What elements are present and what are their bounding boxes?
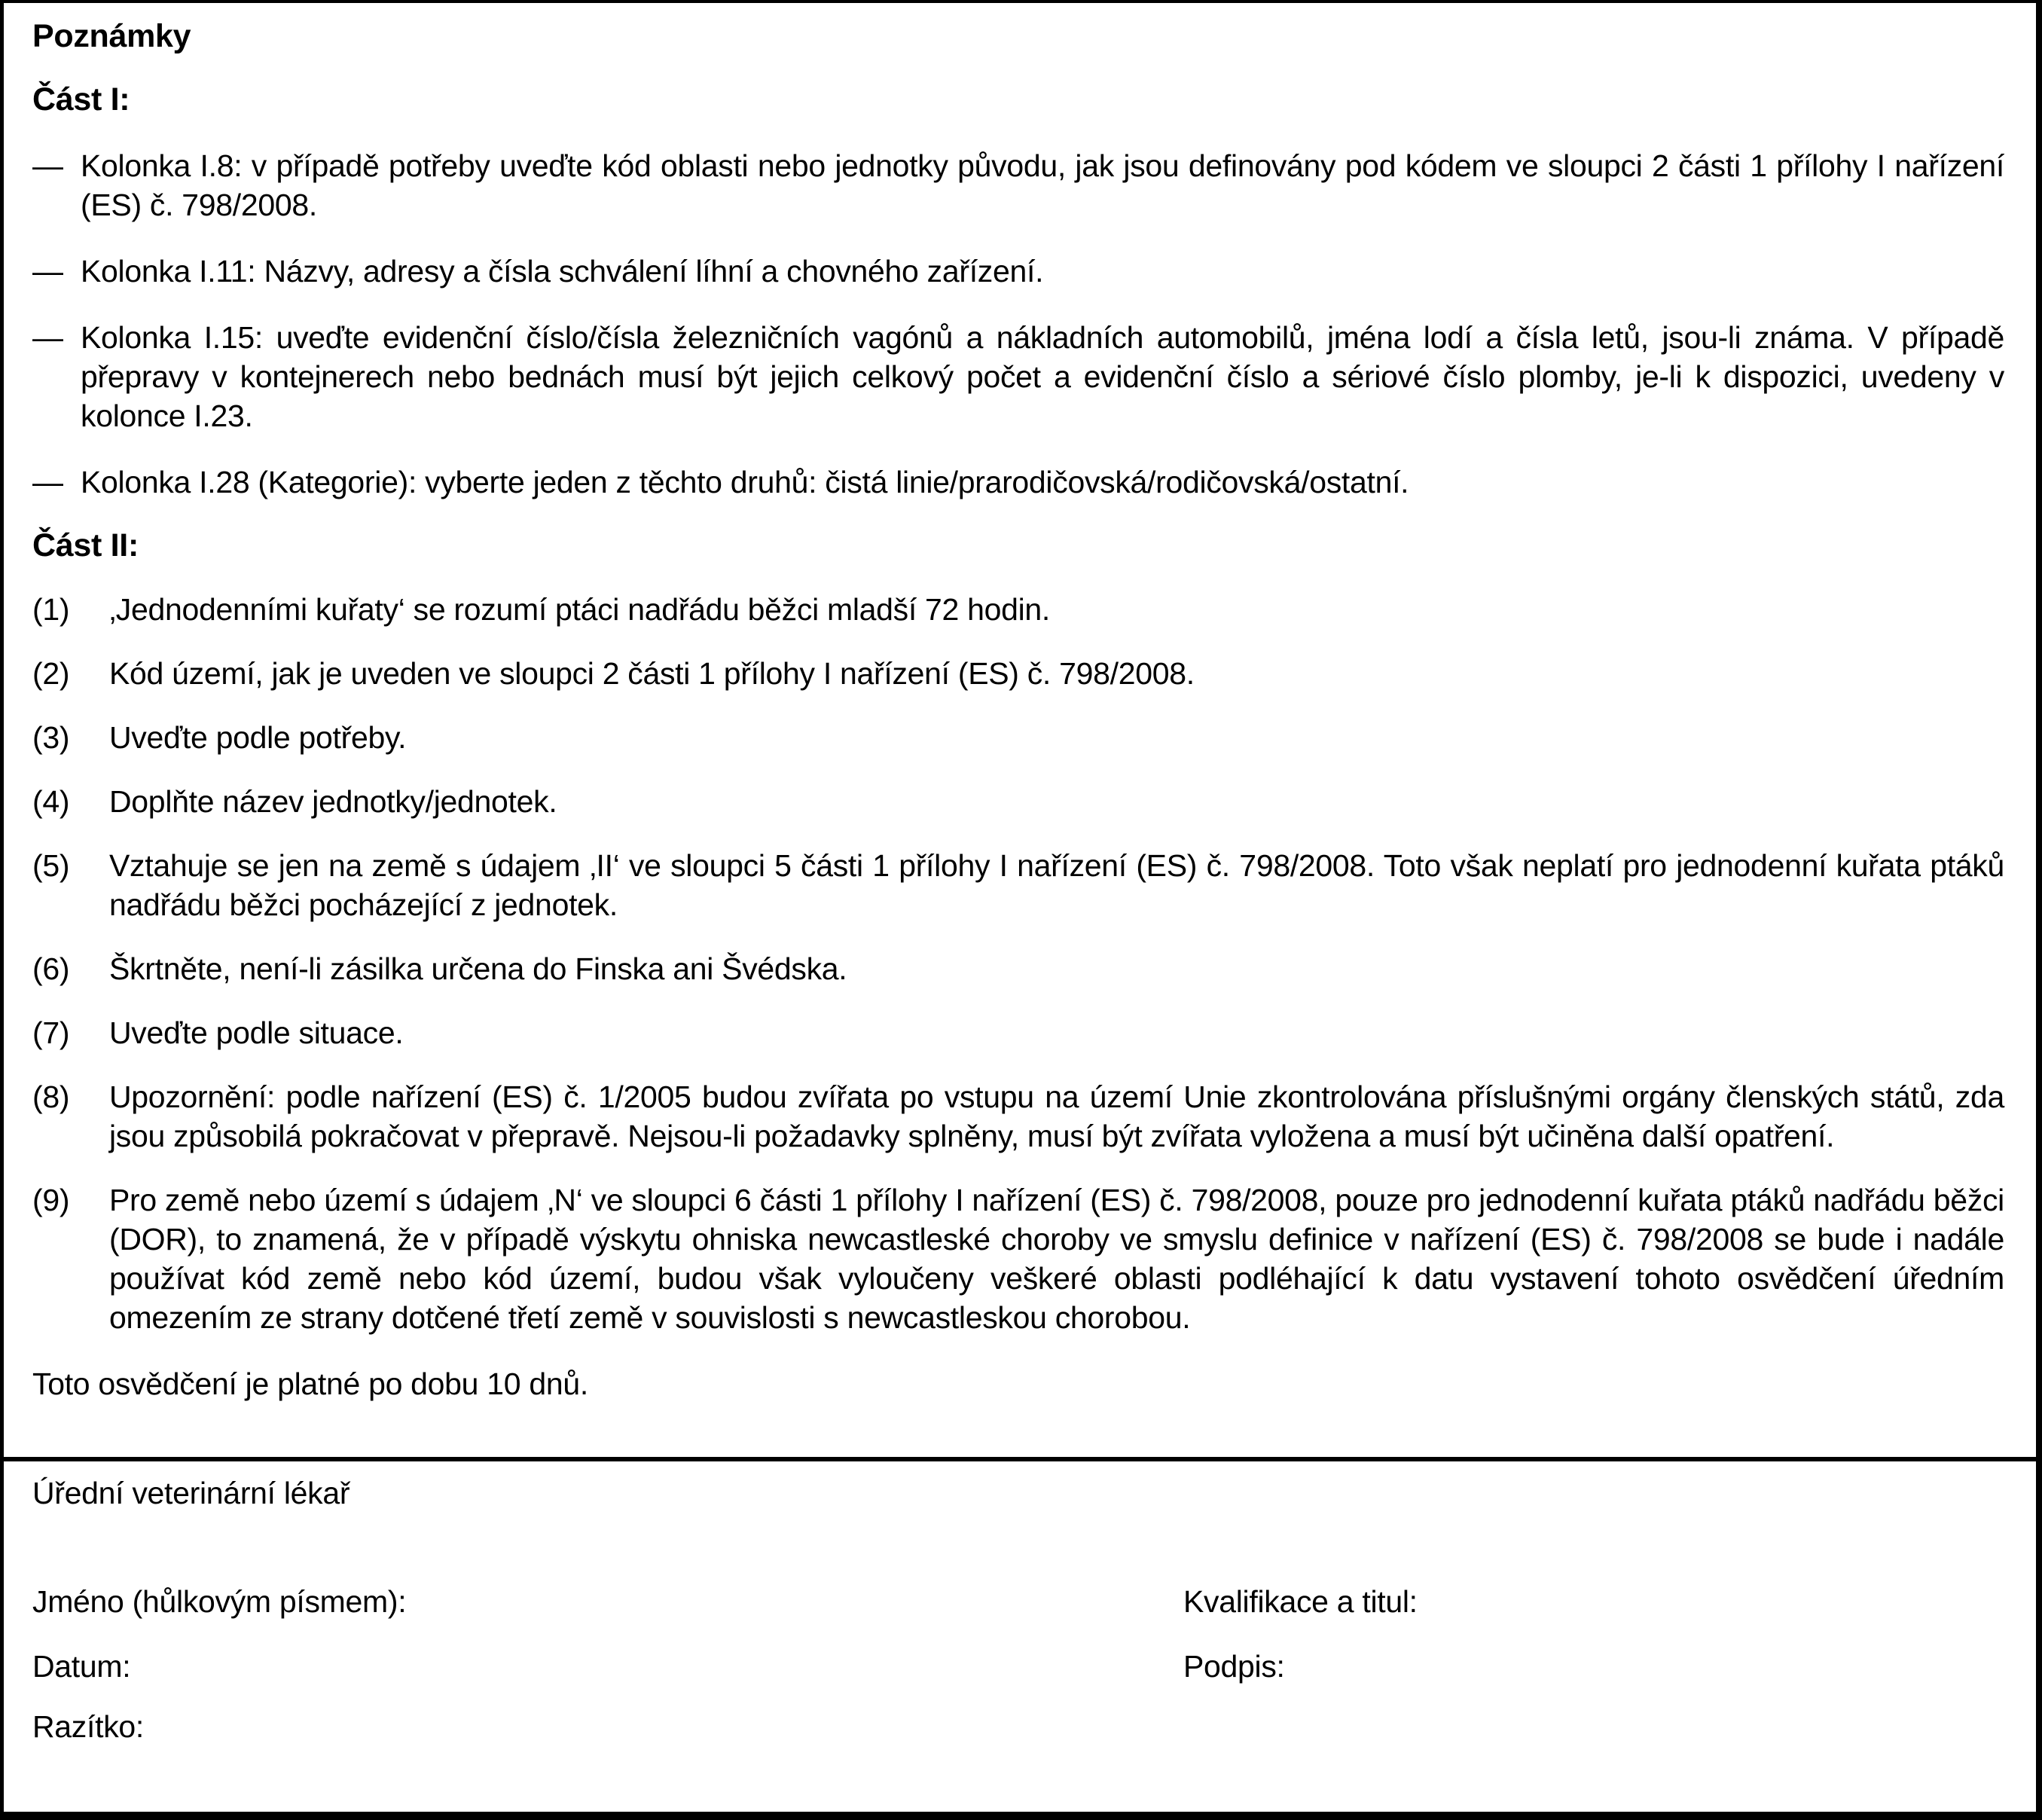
item-number: (4) (32, 784, 70, 819)
part2-item (32, 782, 2004, 821)
part1-item-text: Kolonka I.15: uveďte evidenční číslo/čísla železničních vagónů a nákladních automobilů, jména lodí a čísla letů, jsou-li známa. V případě přepravy v kontejnerech nebo bednách musí být jejich celkový počet a evidenční číslo a sériové číslo plomby, je-li k dispozici, uvedeny v kolonce I.23. (81, 320, 2004, 433)
part2-item (32, 1180, 2004, 1337)
part1-item (32, 318, 2004, 435)
item-number: (3) (32, 720, 70, 755)
signature-label: Podpis: (1183, 1649, 1285, 1684)
dash-bullet: — (32, 148, 63, 183)
part2-item (32, 654, 2004, 693)
part1-item-text: Kolonka I.11: Názvy, adresy a čísla schválení líhní a chovného zařízení. (81, 254, 1044, 289)
dash-bullet: — (32, 320, 63, 355)
dash-bullet: — (32, 254, 63, 289)
part1-item-text: Kolonka I.8: v případě potřeby uveďte kód oblasti nebo jednotky původu, jak jsou definovány pod kódem ve sloupci 2 části 1 přílohy I nařízení (ES) č. 798/2008. (81, 148, 2004, 222)
notes-title: Poznámky (32, 18, 191, 54)
part1-item (32, 252, 2004, 291)
part1-item-text: Kolonka I.28 (Kategorie): vyberte jeden z těchto druhů: čistá linie/prarodičovská/rodičovská/ostatní. (81, 465, 1409, 499)
officer-section (4, 1457, 2036, 1746)
part2-item-text: Uveďte podle potřeby. (109, 720, 407, 755)
item-number: (8) (32, 1079, 70, 1114)
qualification-label: Kvalifikace a titul: (1183, 1584, 1418, 1619)
part2-item-text: Vztahuje se jen na země s údajem ‚II‘ ve sloupci 5 části 1 přílohy I nařízení (ES) č. 798/2008. Toto však neplatí pro jednodenní kuřata ptáků nadřádu běžci pocházející z jednotek. (109, 848, 2004, 922)
part2-item (32, 949, 2004, 988)
validity-note: Toto osvědčení je platné po dobu 10 dnů. (32, 1367, 588, 1401)
item-number: (5) (32, 848, 70, 883)
officer-heading: Úřední veterinární lékař (32, 1476, 350, 1510)
part1-heading: Část I: (32, 81, 130, 118)
section-divider (4, 1457, 2036, 1461)
part2-item (32, 718, 2004, 757)
part2-heading: Část II: (32, 527, 139, 563)
part2-item-text: Kód území, jak je uveden ve sloupci 2 části 1 přílohy I nařízení (ES) č. 798/2008. (109, 656, 1195, 691)
part2-item-text: Upozornění: podle nařízení (ES) č. 1/2005 budou zvířata po vstupu na území Unie zkontrolována příslušnými orgány členských států, zda jsou způsobilá pokračovat v přepravě. Nejsou-li požadavky splněny, musí být zvířata vyložena a musí být učiněna další opatření. (109, 1079, 2004, 1153)
item-number: (1) (32, 592, 70, 627)
part2-item (32, 1077, 2004, 1156)
part1-item (32, 146, 2004, 224)
item-number: (2) (32, 656, 70, 691)
part2-item-text: Škrtněte, není-li zásilka určena do Finska ani Švédska. (109, 951, 847, 986)
part2-item-text: Doplňte název jednotky/jednotek. (109, 784, 557, 819)
part1-item (32, 463, 2004, 502)
name-label: Jméno (hůlkovým písmem): (32, 1584, 407, 1619)
empty-cell (1183, 1707, 2004, 1746)
part2-item-text: ‚Jednodenními kuřaty‘ se rozumí ptáci nadřádu běžci mladší 72 hodin. (109, 592, 1051, 627)
item-number: (7) (32, 1015, 70, 1050)
dash-bullet: — (32, 465, 63, 499)
part2-item (32, 1013, 2004, 1052)
part2-item (32, 590, 2004, 629)
stamp-label: Razítko: (32, 1709, 144, 1744)
date-label: Datum: (32, 1649, 131, 1684)
part2-item-text: Uveďte podle situace. (109, 1015, 404, 1050)
officer-signature-block (4, 1473, 2036, 1746)
item-number: (6) (32, 951, 70, 986)
part2-item (32, 846, 2004, 924)
item-number: (9) (32, 1183, 70, 1217)
part2-item-text: Pro země nebo území s údajem ‚N‘ ve sloupci 6 části 1 přílohy I nařízení (ES) č. 798/2008, pouze pro jednodenní kuřata ptáků nadřádu běžci (DOR), to znamená, že v případě výskytu ohniska newcastleské choroby ve smyslu definice v nařízení (ES) č. 798/2008 se bude i nadále používat kód země nebo kód území, budou však vyloučeny veškeré oblasti podléhající k datu vystavení tohoto osvědčení úředním omezením ze strany dotčené třetí země v souvislosti s newcastleskou chorobou. (109, 1183, 2004, 1335)
